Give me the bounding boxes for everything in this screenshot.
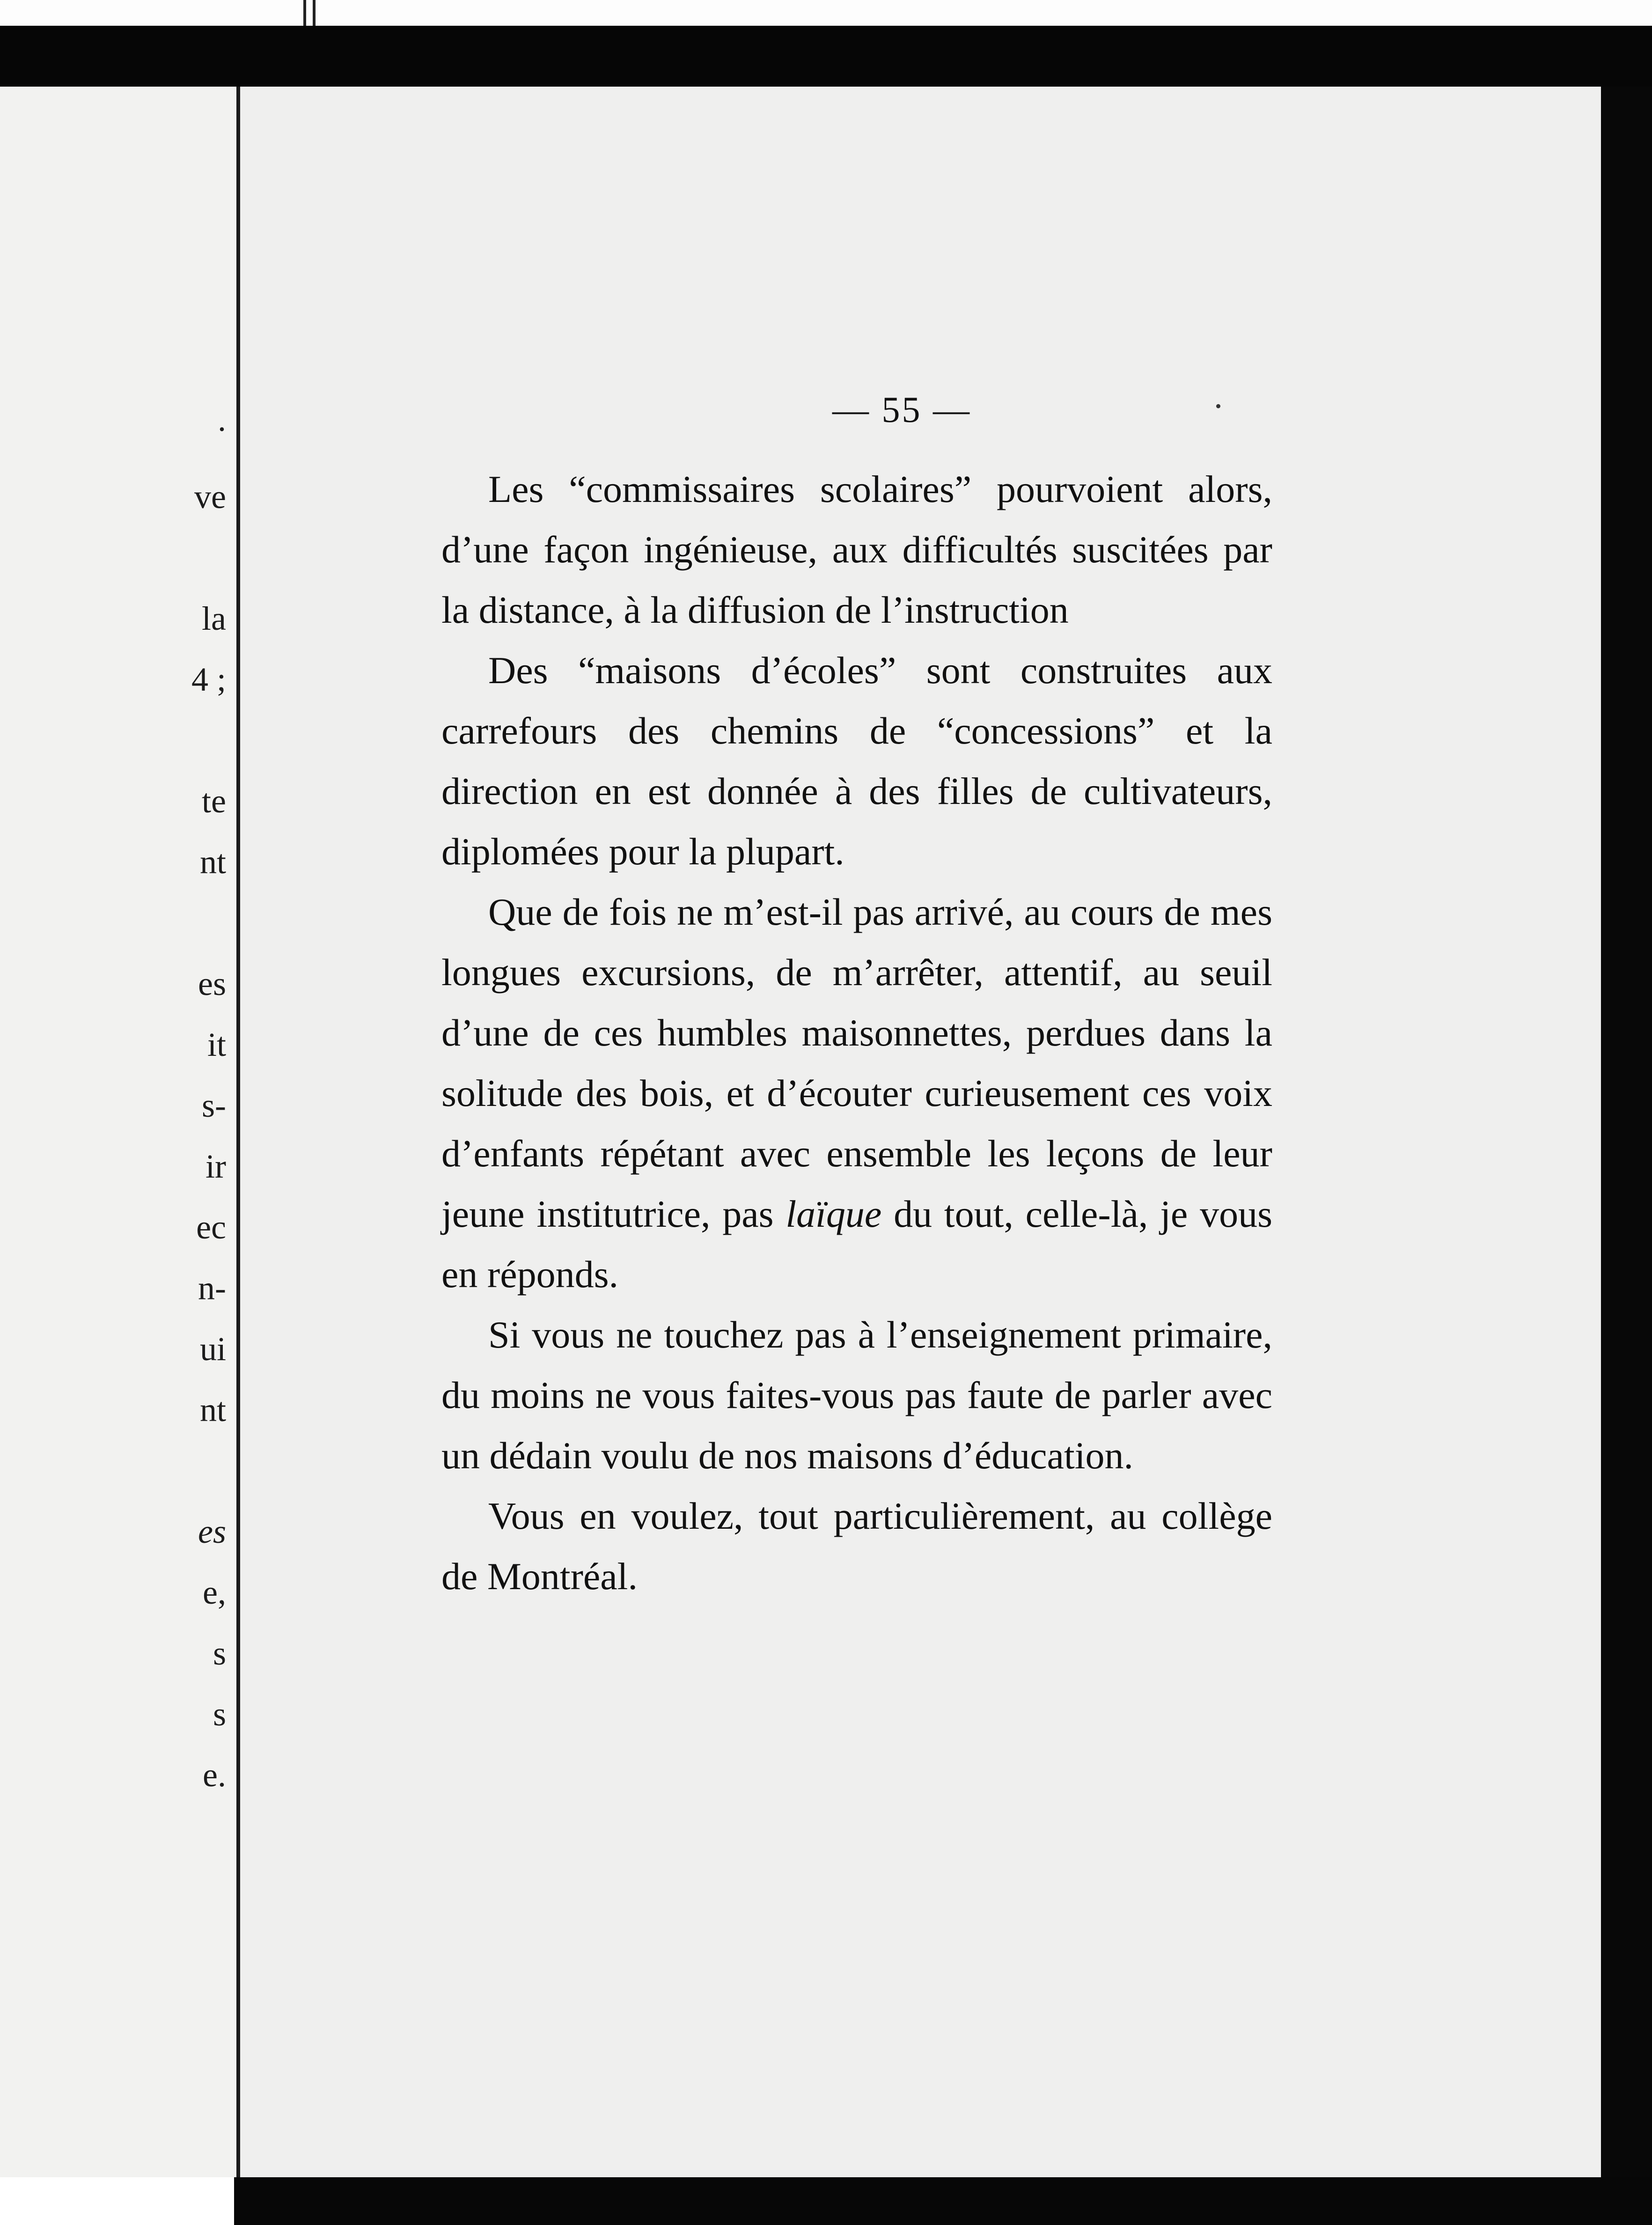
left-page-fragment: ir — [206, 1148, 226, 1185]
paragraph: Vous en voulez, tout particulièrement, au collège de Montréal. — [441, 1495, 1272, 1598]
left-facing-page — [0, 87, 240, 2177]
left-page-fragment: n- — [198, 1269, 226, 1307]
paragraph: Les “commissaires scolaires” pourvoient alors, d’une façon ingénieuse, aux difficultés suscitées par la distance, à la diffusion de l’instruction — [441, 468, 1272, 631]
left-page-fragment: e, — [203, 1574, 226, 1611]
left-page-fragment: la — [202, 600, 226, 637]
left-page-fragment: ui — [199, 1330, 226, 1368]
book-page — [240, 87, 1601, 2177]
paragraph: Des “maisons d’écoles” sont construites aux carrefours des chemins de “concessions” et la direction en est donnée à des filles de cultivateurs, diplomées pour la plupart. — [441, 649, 1272, 873]
top-black-border — [0, 26, 1652, 87]
bottom-black-border — [234, 2177, 1652, 2225]
left-page-fragment: e. — [203, 1756, 226, 1794]
left-page-fragment: nt — [199, 843, 226, 881]
italic-word: laïque — [786, 1193, 882, 1235]
left-page-fragment: te — [202, 782, 226, 820]
body-text — [441, 459, 1272, 1606]
left-page-fragment: s — [213, 1635, 226, 1672]
dust-speck — [1216, 404, 1220, 408]
left-page-fragment: ec — [196, 1208, 226, 1246]
left-page-fragment: it — [207, 1026, 226, 1063]
paragraph: Si vous ne touchez pas à l’enseignement primaire, du moins ne vous faites-vous pas faute de parler avec un dédain voulu de nos maisons d’éducation. — [441, 1313, 1272, 1477]
paragraph-text: du tout, celle-là, je vous en réponds. — [441, 1193, 1272, 1296]
crop-mark — [313, 0, 316, 26]
top-margin-strip — [0, 0, 1652, 26]
left-page-fragment: es — [198, 965, 226, 1002]
paragraph-text: Que de fois ne m’est-il pas arrivé, au cours de mes longues excursions, de m’arrêter, attentif, au seuil d’une de ces humbles maisonnettes, perdues dans la solitude des bois, et d’écouter curieusement ces voix d’enfants répétant avec ensemble les leçons de leur jeune institutrice, pas — [441, 891, 1272, 1235]
left-page-fragment: s — [213, 1695, 226, 1733]
left-page-fragment: es — [198, 1513, 226, 1550]
left-page-fragment: nt — [199, 1391, 226, 1429]
left-page-fragment: 4 ; — [191, 661, 226, 698]
page-number: — 55 — — [832, 389, 971, 430]
right-black-border — [1601, 87, 1652, 2225]
paragraph — [441, 882, 1272, 1304]
crop-mark — [303, 0, 306, 26]
left-page-fragment: . — [218, 401, 226, 438]
left-page-fragment: s- — [202, 1087, 226, 1124]
left-page-fragment: ve — [194, 478, 226, 516]
